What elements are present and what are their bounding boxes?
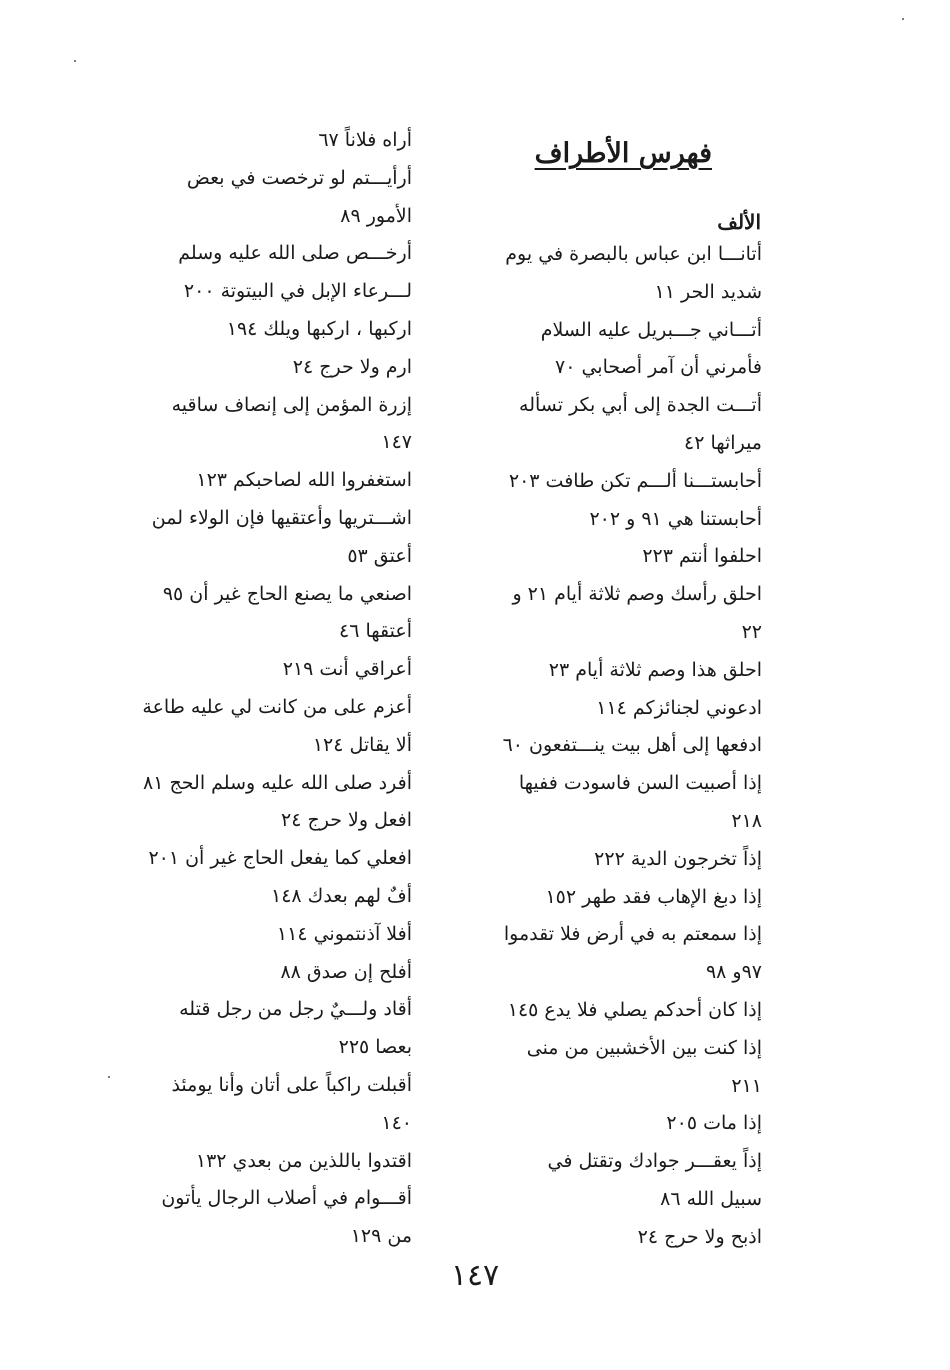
index-entry: اشـــتريها وأعتقيها فإن الولاء لمن أعتق ٥٣ (151, 506, 412, 567)
index-entry: أعراقي أنت ٢١٩ (282, 658, 412, 681)
index-entry: إذاً يعقـــر جوادك وتقتل في سبيل الله ٨٦ (547, 1150, 762, 1210)
index-entry: احلفوا أنتم ٢٢٣ (642, 545, 762, 568)
index-entry: احلق هذا وصم ثلاثة أيام ٢٣ (548, 658, 762, 681)
index-entry: ارم ولا حرج ٢٤ (292, 355, 412, 378)
index-entry: إذا دبغ الإهاب فقد طهر ١٥٢ (545, 885, 762, 908)
index-entry: افعل ولا حرج ٢٤ (281, 809, 412, 832)
index-heading: فهرس الأطراف (534, 138, 712, 169)
index-entry: اركبها ، اركبها ويلك ١٩٤ (226, 317, 412, 340)
index-entry: إذا كان أحدكم يصلي فلا يدع ١٤٥ (507, 998, 762, 1021)
index-entry: أقـــوام في أصلاب الرجال يأتون من ١٢٩ (161, 1187, 412, 1248)
index-entry: أفلح إن صدق ٨٨ (280, 960, 412, 983)
index-entry: أتـــاني جـــبريل عليه السلام فأمرني أن آمر أصحابي ٧٠ (540, 318, 762, 379)
index-entry: إذا أصبيت السن فاسودت ففيها ٢١٨ (518, 772, 762, 832)
index-entry: إذا كنت بين الأخشبين من منى ٢١١ (526, 1036, 762, 1097)
index-entry: افعلي كما يفعل الحاج غير أن ٢٠١ (148, 847, 412, 870)
right-column (500, 236, 762, 1257)
index-entry: إذا مات ٢٠٥ (666, 1112, 762, 1135)
index-entry: أحابستـــنا ألـــم تكن طافت ٢٠٣ (508, 469, 762, 492)
index-entry: أعزم على من كانت لي عليه طاعة ألا يقاتل ١٢٤ (142, 695, 412, 756)
section-label: الألف (717, 210, 761, 234)
index-entry: إذا سمعتم به في أرض فلا تقدموا ٩٧و ٩٨ (503, 923, 762, 984)
left-column (140, 122, 412, 1256)
index-entry: أتانـــا ابن عباس بالبصرة في يوم شديد الحر ١١ (505, 243, 762, 303)
index-entry: إذاً تخرجون الدية ٢٢٢ (594, 847, 762, 870)
index-entry: أفٌ لهم بعدك ١٤٨ (271, 884, 412, 907)
index-entry: اقتدوا باللذين من بعدي ١٣٢ (195, 1149, 412, 1172)
scan-speck (902, 18, 904, 20)
index-entry: أرأيـــتم لو ترخصت في بعض الأمور ٨٩ (186, 166, 412, 227)
index-entry: أقبلت راكباً على أتان وأنا يومئذ ١٤٠ (171, 1073, 412, 1134)
index-entry: إزرة المؤمن إلى إنصاف ساقيه ١٤٧ (171, 393, 412, 454)
index-entry: أحابستنا هي ٩١ و ٢٠٢ (589, 507, 762, 530)
index-entry: أرخـــص صلى الله عليه وسلم لـــرعاء الإبل في البيتوتة ٢٠٠ (178, 242, 412, 303)
scan-speck (74, 60, 76, 62)
index-entry: أفلا آذنتموني ١١٤ (276, 922, 412, 945)
index-entry: أفرد صلى الله عليه وسلم الحج ٨١ (143, 771, 412, 794)
index-entry: ادفعها إلى أهل بيت ينـــتفعون ٦٠ (502, 734, 762, 757)
index-entry: استغفروا الله لصاحبكم ١٢٣ (196, 469, 412, 492)
index-entry: ادعوني لجنائزكم ١١٤ (596, 696, 762, 719)
index-entry: أعتقها ٤٦ (339, 620, 412, 643)
scan-speck (108, 1076, 110, 1078)
index-entry: أقاد ولـــيٌ رجل من رجل قتله بعصا ٢٢٥ (179, 998, 412, 1059)
index-entry: اصنعي ما يصنع الحاج غير أن ٩٥ (162, 582, 412, 605)
page-number: ١٤٧ (450, 1258, 500, 1293)
index-entry: أتـــت الجدة إلى أبي بكر تسأله ميراثها ٤٢ (519, 394, 762, 454)
index-entry: احلق رأسك وصم ثلاثة أيام ٢١ و ٢٢ (512, 583, 762, 643)
index-entry: اذبح ولا حرج ٢٤ (637, 1225, 762, 1248)
index-entry: أراه فلاناً ٦٧ (318, 129, 412, 151)
